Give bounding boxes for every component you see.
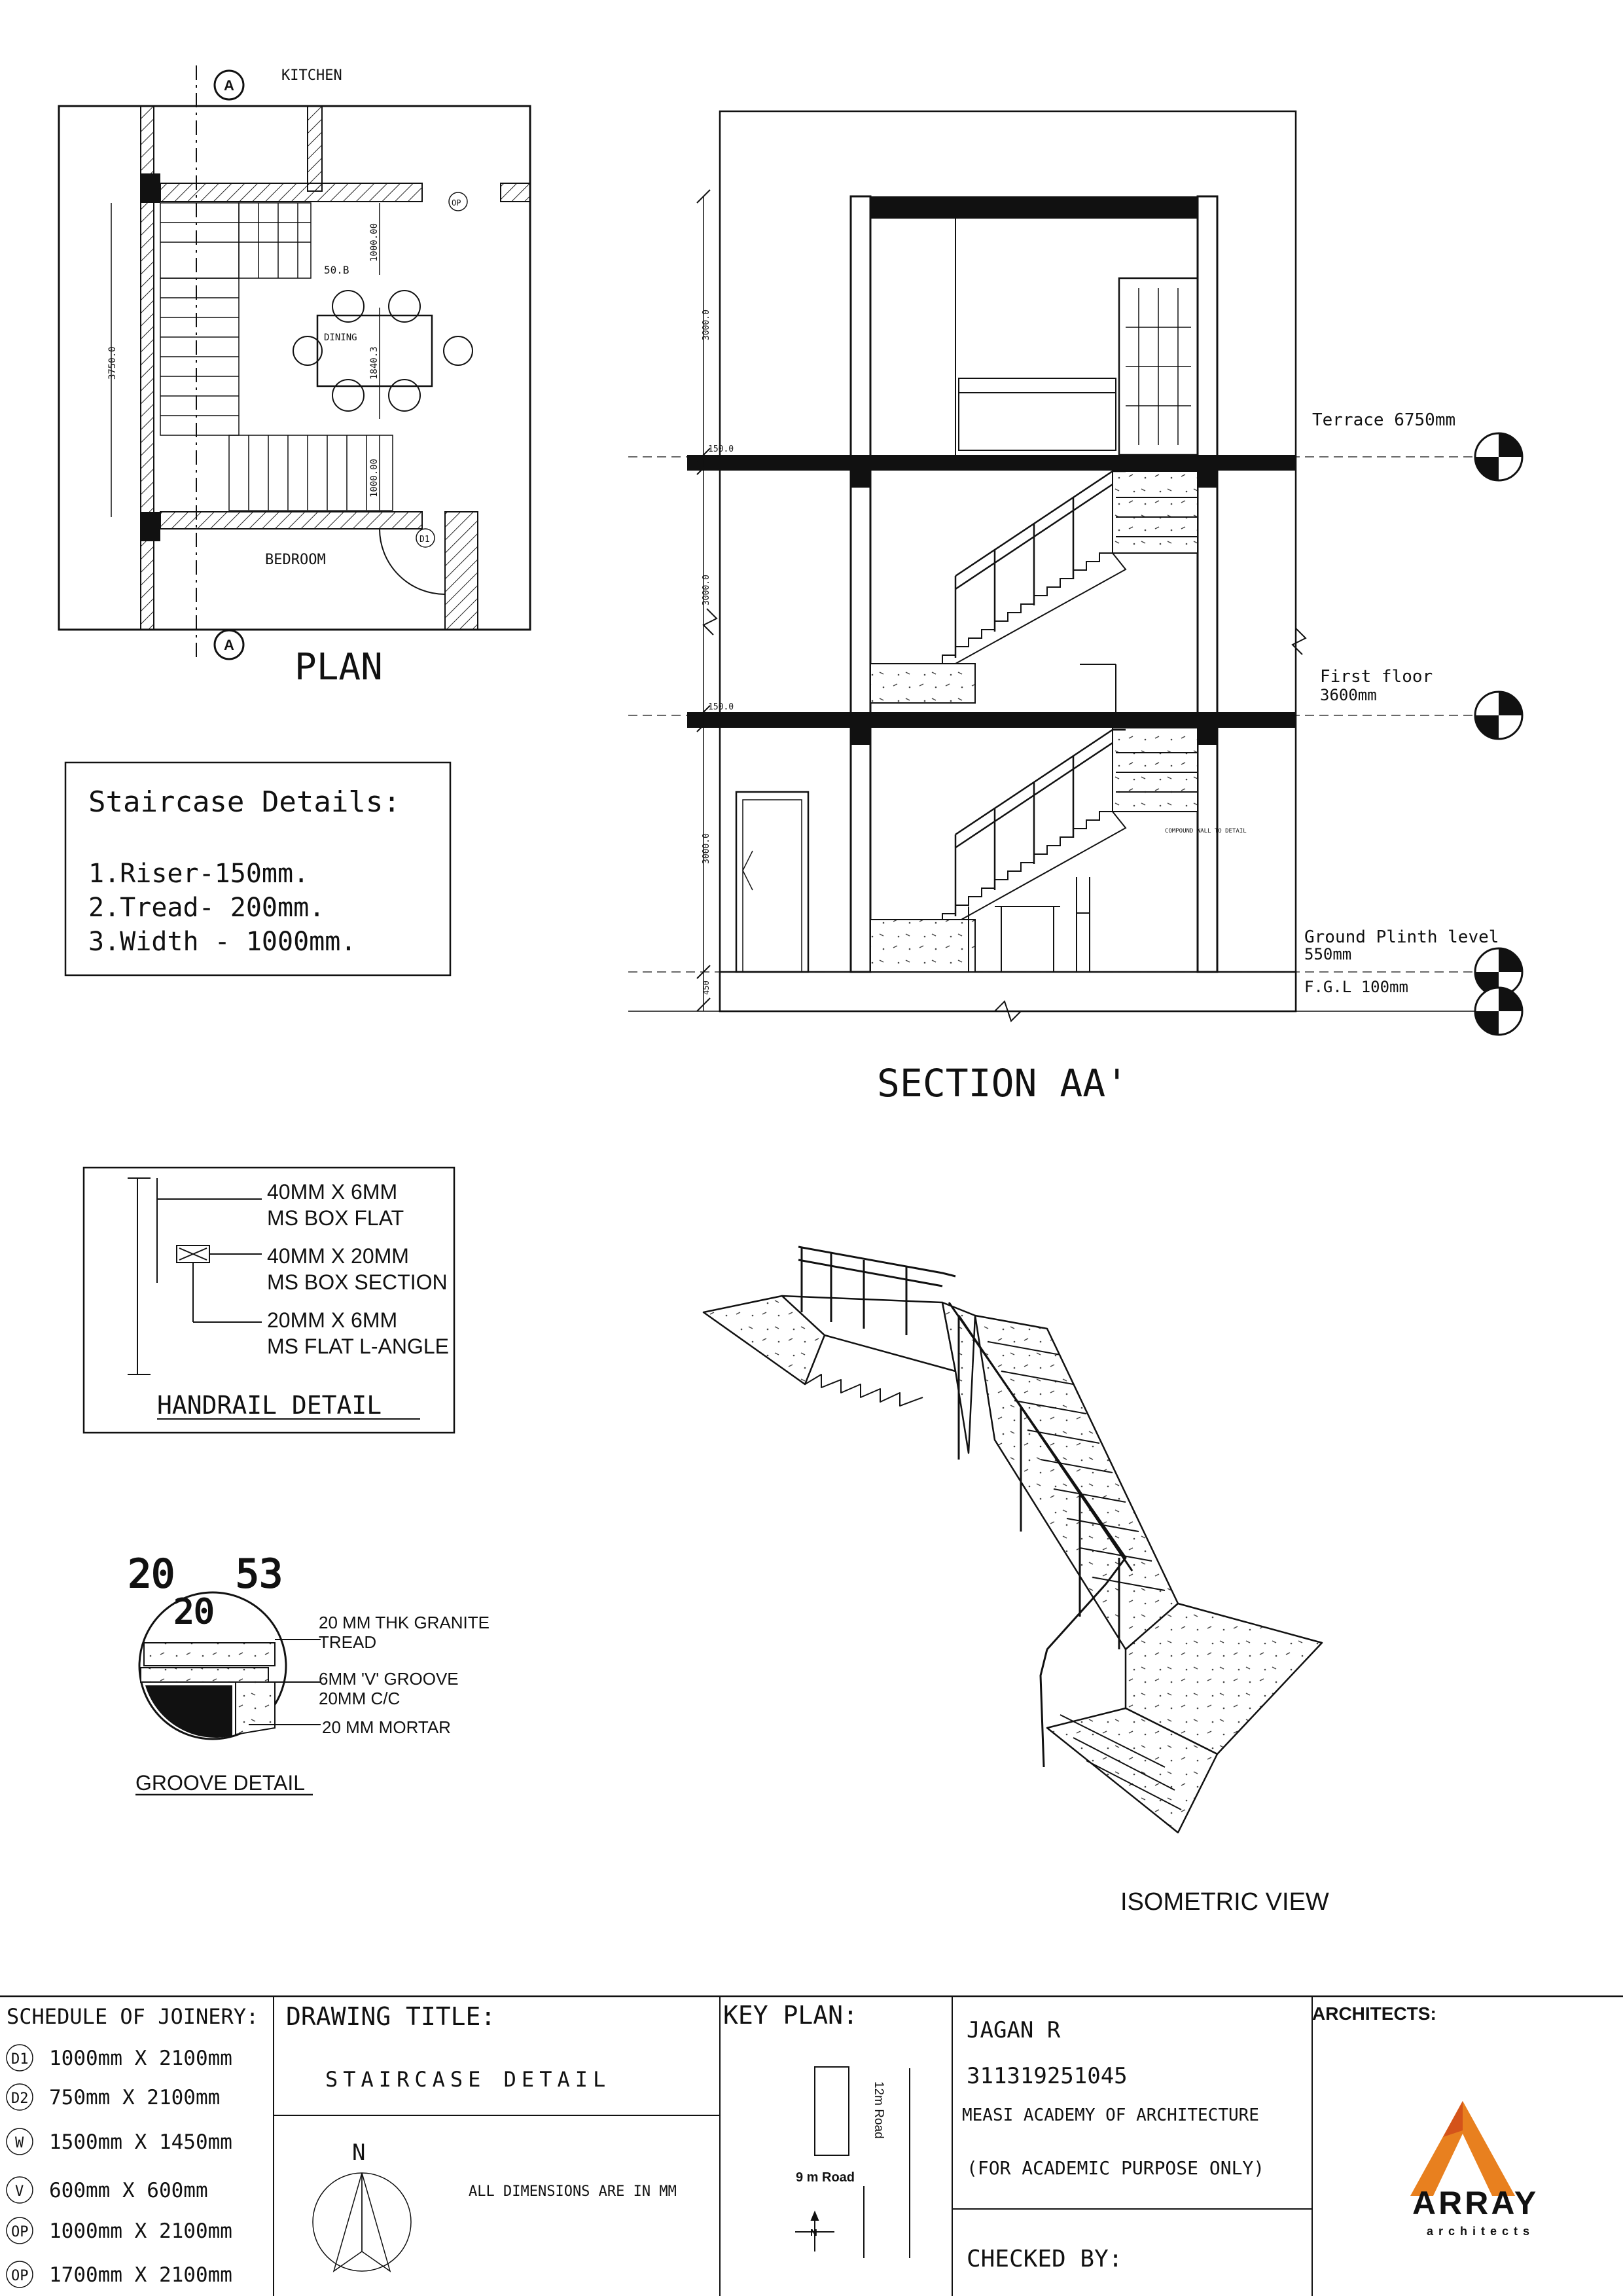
handrail-detail — [84, 1168, 454, 1433]
groove-dim-b: 53 — [236, 1551, 283, 1597]
schedule-size: 1000mm X 2100mm — [49, 2219, 232, 2243]
drawing-title-label: DRAWING TITLE: — [286, 2002, 496, 2031]
schedule-row — [7, 2045, 232, 2071]
plan-dim-mid: 1840.3 — [369, 346, 380, 380]
schedule-row — [7, 2128, 232, 2155]
section-dim-h3: 3000.0 — [702, 833, 711, 864]
plan-section-tag-top: A — [224, 77, 234, 94]
section-dim-slab1: 150.0 — [708, 444, 734, 454]
key-plan-road-a: 12m Road — [872, 2081, 885, 2139]
groove-dim-a: 20 — [128, 1551, 175, 1597]
checked-by: CHECKED BY: — [967, 2246, 1123, 2272]
schedule-size: 750mm X 2100mm — [49, 2086, 221, 2109]
key-plan-road-b: 9 m Road — [796, 2170, 855, 2185]
schedule-tag: V — [15, 2183, 24, 2200]
section-title: SECTION AA' — [877, 1061, 1129, 1105]
array-logo — [1410, 2101, 1539, 2238]
plan-kitchen-label: KITCHEN — [281, 67, 342, 84]
level-fgl-label: F.G.L 100mm — [1304, 978, 1408, 996]
level-first-label: First floor — [1320, 667, 1433, 687]
architects-label: ARCHITECTS: — [1312, 2003, 1436, 2024]
plan-tag-d1: D1 — [419, 535, 430, 545]
handrail-title: HANDRAIL DETAIL — [157, 1391, 382, 1420]
level-plinth-label: Ground Plinth level — [1304, 927, 1499, 947]
drawing-title: STAIRCASE DETAIL — [325, 2067, 611, 2092]
handrail-item2-line2: MS BOX SECTION — [267, 1270, 448, 1294]
section-dim-plinth: 450 — [702, 980, 711, 995]
schedule-tag: OP — [11, 2268, 29, 2284]
groove-note-cc: 20MM C/C — [319, 1689, 401, 1708]
level-plinth-value: 550mm — [1304, 945, 1352, 963]
plan-view — [59, 65, 530, 689]
plan-sob-label: 50.B — [324, 264, 349, 276]
student-reg-no: 311319251045 — [967, 2063, 1128, 2089]
north-label: N — [352, 2140, 366, 2166]
groove-note-vgroove: 6MM 'V' GROOVE — [319, 1669, 459, 1689]
schedule-row — [7, 2261, 232, 2287]
handrail-item3-line2: MS FLAT L-ANGLE — [267, 1335, 449, 1358]
level-marker-fgl — [1475, 988, 1522, 1035]
schedule-tag: D2 — [11, 2090, 29, 2107]
isometric-view — [704, 1247, 1322, 1833]
key-plan-n: N — [810, 2227, 817, 2238]
section-view — [628, 111, 1522, 1105]
handrail-item1-line2: MS BOX FLAT — [267, 1206, 404, 1230]
groove-dim-c: 20 — [173, 1592, 215, 1632]
north-arrow-icon — [313, 2173, 411, 2271]
isometric-title: ISOMETRIC VIEW — [1120, 1888, 1329, 1916]
level-terrace-label: Terrace 6750mm — [1312, 410, 1456, 430]
key-plan-label: KEY PLAN: — [723, 2001, 858, 2030]
institution: MEASI ACADEMY OF ARCHITECTURE — [962, 2106, 1259, 2125]
student-name: JAGAN R — [967, 2017, 1061, 2043]
section-note: COMPOUND WALL TO DETAIL — [1165, 828, 1247, 834]
plan-dining-label: DINING — [324, 332, 357, 343]
handrail-item1-line1: 40MM X 6MM — [267, 1180, 398, 1204]
schedule-row — [7, 2177, 208, 2203]
schedule-title: SCHEDULE OF JOINERY: — [7, 2004, 259, 2029]
schedule-size: 600mm X 600mm — [49, 2179, 208, 2202]
handrail-item2-line1: 40MM X 20MM — [267, 1244, 409, 1268]
staircase-details-title: Staircase Details: — [88, 785, 401, 819]
academic-purpose: (FOR ACADEMIC PURPOSE ONLY) — [967, 2157, 1265, 2179]
staircase-detail-riser: 1.Riser-150mm. — [88, 859, 310, 889]
title-block — [0, 1996, 1623, 2296]
logo-subtext: architects — [1427, 2225, 1535, 2238]
staircase-detail-tread: 2.Tread- 200mm. — [88, 893, 325, 923]
plan-bedroom-label: BEDROOM — [265, 552, 326, 568]
level-marker-first — [1475, 692, 1522, 739]
dimensions-note: ALL DIMENSIONS ARE IN MM — [469, 2183, 677, 2200]
groove-detail — [128, 1551, 490, 1795]
section-dim-h2: 3000.0 — [702, 575, 711, 605]
plan-dim-overall: 3750.0 — [107, 346, 118, 380]
schedule-row — [7, 2084, 220, 2110]
schedule-size: 1000mm X 2100mm — [49, 2047, 232, 2070]
plan-dim-top: 1000.00 — [369, 223, 380, 262]
schedule-tag: W — [15, 2135, 24, 2151]
level-first-value: 3600mm — [1320, 686, 1377, 704]
schedule-size: 1700mm X 2100mm — [49, 2263, 232, 2287]
logo-text: ARRAY — [1412, 2185, 1539, 2221]
schedule-tag: OP — [11, 2224, 29, 2240]
handrail-item3-line1: 20MM X 6MM — [267, 1308, 398, 1332]
schedule-size: 1500mm X 1450mm — [49, 2130, 232, 2154]
staircase-detail-width: 3.Width - 1000mm. — [88, 927, 357, 957]
schedule-row — [7, 2217, 232, 2244]
level-marker-terrace — [1475, 433, 1522, 480]
plan-tag-op: OP — [452, 198, 461, 207]
section-dim-slab2: 150.0 — [708, 702, 734, 712]
schedule-tag: D1 — [11, 2051, 29, 2068]
groove-note-mortar: 20 MM MORTAR — [322, 1717, 451, 1737]
groove-title: GROOVE DETAIL — [135, 1771, 306, 1795]
section-dim-h1: 3000.0 — [702, 310, 711, 340]
plan-section-tag-bottom: A — [224, 637, 234, 653]
staircase-details-box — [65, 762, 450, 975]
plan-title: PLAN — [294, 646, 383, 689]
groove-note-granite: 20 MM THK GRANITE — [319, 1613, 490, 1632]
groove-note-tread: TREAD — [319, 1632, 377, 1652]
plan-dim-bottom: 1000.00 — [369, 458, 380, 497]
